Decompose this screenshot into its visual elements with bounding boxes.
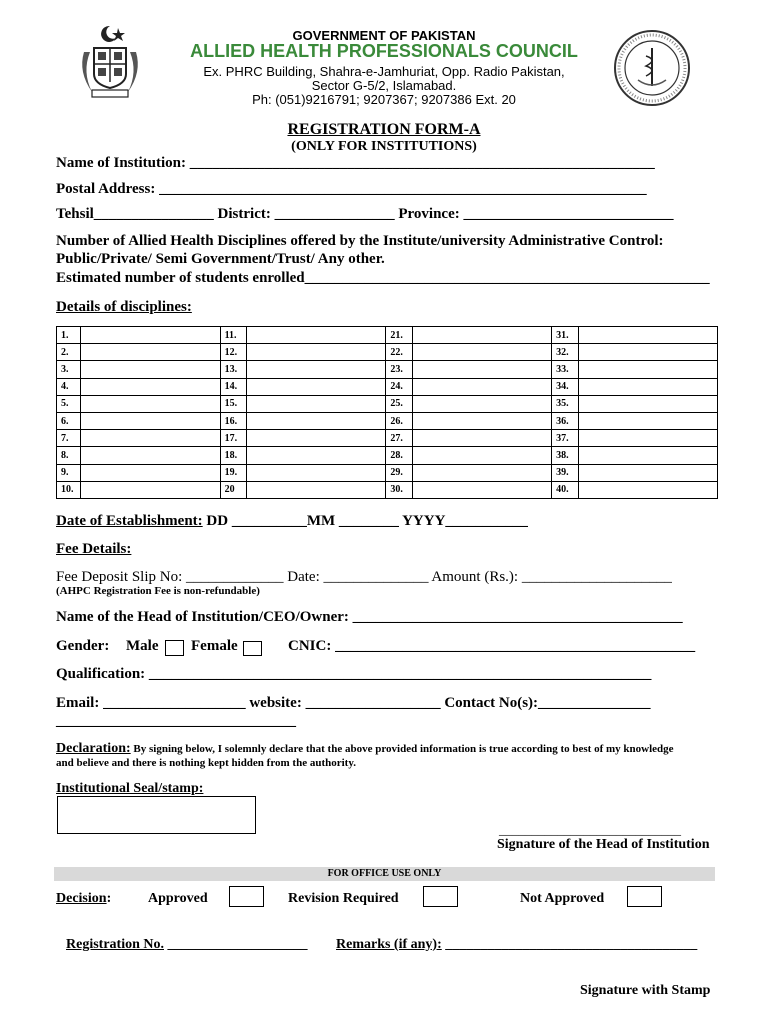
discipline-number: 18. [220, 447, 247, 464]
registration-number-line: ____________________ [164, 937, 308, 952]
discipline-entry-cell[interactable] [247, 395, 386, 412]
discipline-entry-cell[interactable] [81, 412, 220, 429]
discipline-number: 4. [57, 378, 81, 395]
discipline-entry-cell[interactable] [412, 344, 551, 361]
discipline-entry-cell[interactable] [81, 378, 220, 395]
discipline-entry-cell[interactable] [412, 361, 551, 378]
female-checkbox[interactable] [243, 641, 262, 656]
council-name: ALLIED HEALTH PROFESSIONALS COUNCIL [190, 41, 578, 61]
discipline-number: 13. [220, 361, 247, 378]
discipline-number: 9. [57, 464, 81, 481]
registration-number-field[interactable] [66, 937, 308, 953]
office-use-bar: FOR OFFICE USE ONLY [54, 867, 715, 881]
registration-number-label: Registration No. [66, 937, 164, 952]
discipline-number: 1. [57, 327, 81, 344]
discipline-number: 31. [552, 327, 579, 344]
discipline-number: 17. [220, 430, 247, 447]
discipline-number: 25. [386, 395, 413, 412]
declaration-line-2: and believe and there is nothing kept hidden from the authority. [56, 757, 356, 769]
discipline-entry-cell[interactable] [412, 327, 551, 344]
discipline-entry-cell[interactable] [81, 344, 220, 361]
discipline-number: 30. [386, 481, 413, 498]
email-website-contact-field[interactable]: Email: ___________________ website: __________________ Contact No(s):_______________ [56, 695, 651, 711]
table-row [57, 430, 718, 447]
tehsil-district-province-field[interactable]: Tehsil________________ District: ________________ Province: ____________________________ [56, 206, 674, 222]
disciplines-table [56, 326, 718, 499]
table-row [57, 481, 718, 498]
declaration-text [56, 741, 674, 757]
discipline-number: 6. [57, 412, 81, 429]
table-row [57, 412, 718, 429]
head-signature-label: Signature of the Head of Institution [497, 837, 710, 852]
discipline-entry-cell[interactable] [247, 344, 386, 361]
discipline-number: 11. [220, 327, 247, 344]
discipline-entry-cell[interactable] [412, 447, 551, 464]
approved-label: Approved [148, 891, 208, 906]
discipline-number: 12. [220, 344, 247, 361]
table-row [57, 327, 718, 344]
discipline-entry-cell[interactable] [81, 327, 220, 344]
declaration-label: Declaration: [56, 741, 131, 756]
discipline-entry-cell[interactable] [81, 430, 220, 447]
decision-label-wrap [56, 891, 111, 907]
female-label: Female [191, 638, 238, 654]
establishment-date-label: Date of Establishment: [56, 513, 203, 529]
not-approved-label: Not Approved [520, 891, 605, 906]
discipline-entry-cell[interactable] [412, 464, 551, 481]
discipline-entry-cell[interactable] [412, 412, 551, 429]
discipline-number: 32. [552, 344, 579, 361]
discipline-number: 3. [57, 361, 81, 378]
table-row [57, 361, 718, 378]
discipline-number: 26. [386, 412, 413, 429]
establishment-date-blanks: DD __________MM ________ YYYY___________ [202, 513, 528, 529]
details-of-disciplines-heading: Details of disciplines: [56, 299, 192, 315]
discipline-entry-cell[interactable] [247, 378, 386, 395]
discipline-entry-cell[interactable] [247, 481, 386, 498]
discipline-number: 21. [386, 327, 413, 344]
discipline-entry-cell[interactable] [578, 447, 717, 464]
contact-continuation-line[interactable]: ________________________________ [56, 713, 296, 729]
address-line-2: Sector G-5/2, Islamabad. [311, 78, 457, 93]
head-of-institution-field[interactable]: Name of the Head of Institution/CEO/Owner: ____________________________________________ [56, 609, 683, 625]
discipline-number: 38. [552, 447, 579, 464]
discipline-number: 27. [386, 430, 413, 447]
discipline-number: 20 [220, 481, 247, 498]
discipline-number: 36. [552, 412, 579, 429]
gender-label: Gender: [56, 638, 110, 654]
students-enrolled-field[interactable]: Estimated number of students enrolled______________________________________________________ [56, 270, 710, 286]
discipline-entry-cell[interactable] [247, 327, 386, 344]
discipline-entry-cell[interactable] [578, 395, 717, 412]
remarks-field[interactable] [336, 937, 697, 953]
discipline-entry-cell[interactable] [578, 361, 717, 378]
discipline-entry-cell[interactable] [578, 430, 717, 447]
discipline-entry-cell[interactable] [81, 481, 220, 498]
fee-details-heading: Fee Details: [56, 541, 132, 557]
discipline-entry-cell[interactable] [247, 412, 386, 429]
decision-label: Decision [56, 891, 107, 906]
discipline-number: 35. [552, 395, 579, 412]
discipline-entry-cell[interactable] [578, 378, 717, 395]
phone-numbers: Ph: (051)9216791; 9207367; 9207386 Ext. 20 [252, 92, 516, 107]
discipline-entry-cell[interactable] [247, 447, 386, 464]
fee-note: (AHPC Registration Fee is non-refundable) [56, 585, 260, 597]
discipline-entry-cell[interactable] [247, 361, 386, 378]
not-approved-checkbox[interactable] [627, 886, 662, 907]
discipline-number: 22. [386, 344, 413, 361]
discipline-entry-cell[interactable] [578, 327, 717, 344]
discipline-entry-cell[interactable] [578, 412, 717, 429]
qualification-field[interactable]: Qualification: ___________________________________________________________________ [56, 666, 652, 682]
table-row [57, 395, 718, 412]
form-title: REGISTRATION FORM-A [287, 121, 481, 138]
approved-checkbox[interactable] [229, 886, 264, 907]
remarks-label: Remarks (if any): [336, 937, 442, 952]
discipline-number: 29. [386, 464, 413, 481]
discipline-entry-cell[interactable] [81, 464, 220, 481]
discipline-entry-cell[interactable] [81, 395, 220, 412]
discipline-entry-cell[interactable] [81, 447, 220, 464]
discipline-number: 28. [386, 447, 413, 464]
revision-required-label: Revision Required [288, 891, 399, 906]
form-subtitle: (ONLY FOR INSTITUTIONS) [291, 139, 477, 154]
discipline-number: 23. [386, 361, 413, 378]
revision-required-checkbox[interactable] [423, 886, 458, 907]
institution-name-field[interactable]: Name of Institution: ______________________________________________________________ [56, 155, 655, 171]
discipline-number: 5. [57, 395, 81, 412]
discipline-entry-cell[interactable] [247, 464, 386, 481]
table-row [57, 447, 718, 464]
seal-stamp-box[interactable] [57, 796, 256, 834]
head-signature-line[interactable]: ____________________________ [499, 822, 681, 837]
table-row [57, 378, 718, 395]
discipline-entry-cell[interactable] [578, 464, 717, 481]
discipline-entry-cell[interactable] [247, 430, 386, 447]
discipline-entry-cell[interactable] [81, 361, 220, 378]
discipline-entry-cell[interactable] [578, 481, 717, 498]
declaration-line-1: By signing below, I solemnly declare that the above provided information is true according to best of my knowledge [130, 743, 674, 755]
table-row [57, 464, 718, 481]
discipline-number: 40. [552, 481, 579, 498]
address-line-1: Ex. PHRC Building, Shahra-e-Jamhuriat, Opp. Radio Pakistan, [203, 64, 565, 79]
discipline-number: 33. [552, 361, 579, 378]
decision-colon: : [106, 891, 112, 906]
discipline-entry-cell[interactable] [412, 395, 551, 412]
discipline-number: 8. [57, 447, 81, 464]
seal-label: Institutional Seal/stamp: [56, 781, 204, 796]
discipline-number: 2. [57, 344, 81, 361]
discipline-number: 19. [220, 464, 247, 481]
administrative-control-label: Public/Private/ Semi Government/Trust/ Any other. [56, 251, 385, 267]
male-checkbox[interactable] [165, 640, 184, 656]
postal-address-field[interactable]: Postal Address: _________________________________________________________________ [56, 181, 647, 197]
discipline-entry-cell[interactable] [578, 344, 717, 361]
establishment-date-field[interactable] [56, 513, 528, 530]
remarks-line: ____________________________________ [441, 937, 698, 952]
government-heading: GOVERNMENT OF PAKISTAN [292, 28, 476, 43]
discipline-number: 14. [220, 378, 247, 395]
discipline-number: 34. [552, 378, 579, 395]
table-row [57, 344, 718, 361]
male-label: Male [126, 638, 159, 654]
cnic-field[interactable]: CNIC: ________________________________________________ [288, 638, 696, 654]
discipline-entry-cell[interactable] [412, 430, 551, 447]
discipline-number: 24. [386, 378, 413, 395]
signature-with-stamp-label: Signature with Stamp [580, 983, 711, 998]
disciplines-count-label: Number of Allied Health Disciplines offered by the Institute/university Administrative Control: [56, 233, 664, 249]
discipline-number: 15. [220, 395, 247, 412]
discipline-number: 10. [57, 481, 81, 498]
fee-deposit-field[interactable]: Fee Deposit Slip No: _____________ Date: ______________ Amount (Rs.): ____________________ [56, 569, 672, 585]
discipline-entry-cell[interactable] [412, 378, 551, 395]
discipline-number: 39. [552, 464, 579, 481]
discipline-number: 7. [57, 430, 81, 447]
discipline-number: 37. [552, 430, 579, 447]
discipline-number: 16. [220, 412, 247, 429]
discipline-entry-cell[interactable] [412, 481, 551, 498]
